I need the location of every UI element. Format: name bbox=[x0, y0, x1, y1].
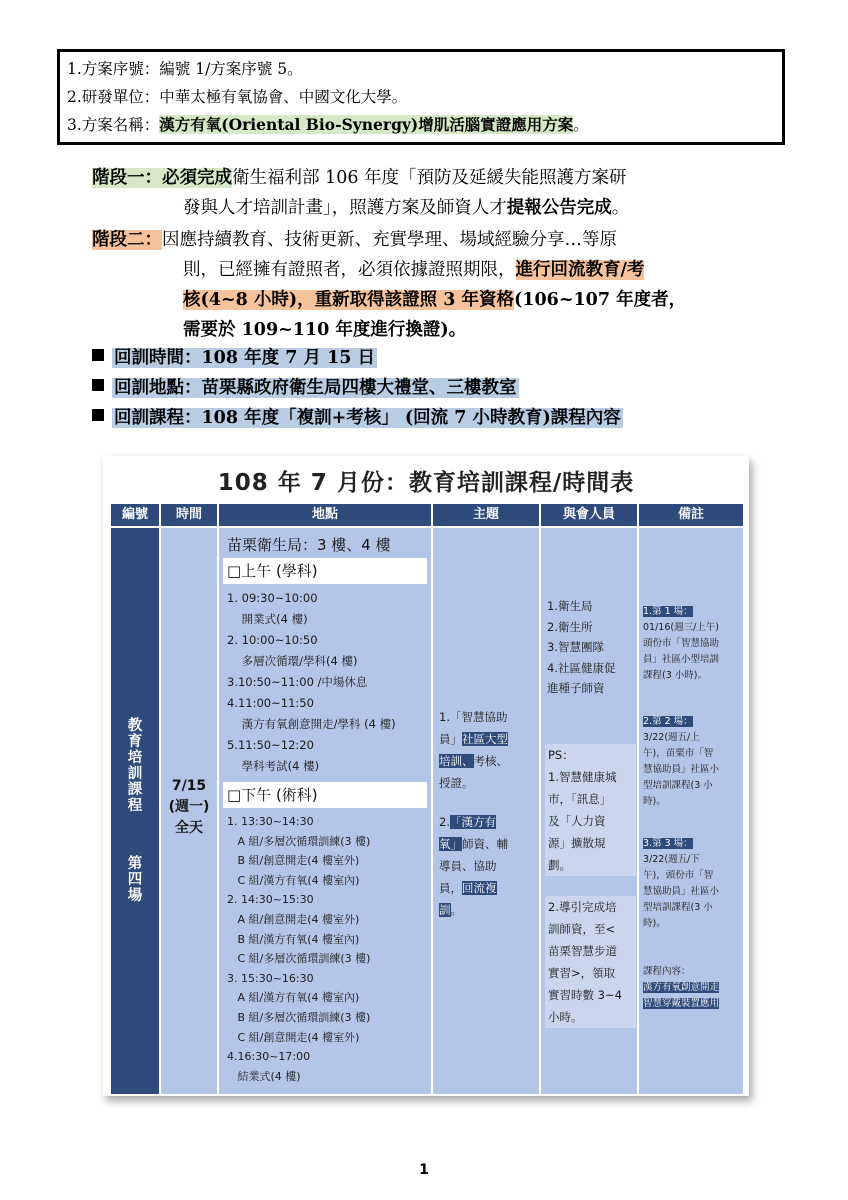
session-number: 第四場 bbox=[127, 856, 143, 904]
afternoon-item: 1. 13:30~14:30 bbox=[227, 815, 314, 828]
morning-item: 開業式(4 樓) bbox=[227, 612, 308, 626]
header-notes: 備註 bbox=[639, 504, 743, 526]
note-line: 員」社區小型培訓 bbox=[643, 654, 720, 665]
guide-line: 訓師資，至< bbox=[548, 922, 616, 936]
morning-item: 4.11:00~11:50 bbox=[227, 696, 314, 710]
ps-line: 源」擴散規 bbox=[548, 836, 606, 850]
afternoon-item: C 組/漢方有氧(4 樓室內) bbox=[227, 873, 360, 887]
morning-item: 2. 10:00~10:50 bbox=[227, 633, 318, 647]
ps-line: 及「人力資 bbox=[548, 814, 606, 828]
guide-line: 實習時數 3~4 bbox=[548, 988, 622, 1002]
square-bullet-icon bbox=[92, 409, 104, 421]
attendee-item: 4.社區健康促 bbox=[547, 660, 616, 675]
ps-line: 市，「訊息」 bbox=[548, 792, 612, 806]
morning-label: □上午 (學科) bbox=[223, 558, 427, 584]
ps-note bbox=[545, 744, 636, 876]
afternoon-item: 4.16:30~17:00 bbox=[227, 1050, 311, 1064]
note-session-1: 1.第 1 場： 01/16(週三/上午) 頭份市「智慧協助 員」社區小型培訓 課程(3 小時)。 bbox=[643, 604, 719, 684]
guide-note bbox=[545, 896, 636, 1028]
bullet-time: 回訓時間：108 年度 7 月 15 日 bbox=[92, 343, 377, 373]
page-number: 1 bbox=[419, 1162, 429, 1178]
stage-two-line2: 則，已經擁有證照者，必須依據證照期限，進行回流教育/考 bbox=[183, 260, 645, 280]
stage-two-line3: 核(4~8 小時)，重新取得該證照 3 年資格(106~107 年度者， bbox=[183, 290, 687, 310]
header-number: 編號 bbox=[111, 504, 159, 526]
session-column bbox=[111, 528, 159, 1094]
note-line: 時)。 bbox=[643, 796, 666, 807]
note-session-2: 2.第 2 場： 3/22(週五/上 午)，苗栗市「智 慧協助員」社區小 型培訓課程(3 小 時)。 bbox=[643, 714, 719, 810]
time-day: (週一) bbox=[168, 799, 210, 815]
time-full: 全天 bbox=[175, 820, 203, 836]
ps-line: PS： bbox=[548, 748, 574, 762]
afternoon-item: 3. 15:30~16:30 bbox=[227, 971, 314, 985]
square-bullet-icon bbox=[92, 349, 104, 361]
morning-item: 1. 09:30~10:00 bbox=[227, 591, 318, 605]
guide-line: 小時。 bbox=[548, 1010, 583, 1024]
note-line: 01/16(週三/上午) bbox=[643, 622, 719, 633]
attendees-column bbox=[541, 528, 637, 1094]
note-line: 型培訓課程(3 小 bbox=[643, 780, 713, 791]
project-name-line: 3.方案名稱：漢方有氧(Oriental Bio-Synergy)增肌活腦實證應用方案。 bbox=[67, 115, 589, 134]
notes-column bbox=[639, 528, 743, 1094]
note-line: 慧協助員」社區小 bbox=[643, 764, 720, 775]
developer-units: 2.研發單位：中華太極有氧協會、中國文化大學。 bbox=[67, 88, 408, 106]
afternoon-schedule bbox=[227, 812, 370, 1086]
header-theme: 主題 bbox=[433, 504, 539, 526]
attendee-item: 2.衛生所 bbox=[547, 619, 593, 634]
header-attendees: 與會人員 bbox=[541, 504, 637, 526]
morning-item: 多層次循環/學科(4 樓) bbox=[227, 654, 358, 668]
bullet-course: 回訓課程：108 年度「複訓+考核」 (回流 7 小時教育)課程內容 bbox=[92, 403, 623, 433]
afternoon-item: A 組/漢方有氧(4 樓室內) bbox=[227, 991, 360, 1005]
time-column bbox=[161, 528, 217, 1094]
header-time: 時間 bbox=[161, 504, 217, 526]
session-label: 教育培訓課程 bbox=[127, 718, 143, 814]
morning-item: 學科考試(4 樓) bbox=[227, 759, 320, 773]
afternoon-item: B 組/多層次循環訓練(3 樓) bbox=[227, 1010, 371, 1024]
afternoon-label: □下午 (術科) bbox=[223, 782, 427, 808]
project-number: 1.方案序號：編號 1/方案序號 5。 bbox=[67, 60, 303, 78]
note-line: 頭份市「智慧協助 bbox=[643, 638, 720, 649]
bullet-location: 回訓地點：苗栗縣政府衛生局四樓大禮堂、三樓教室 bbox=[92, 373, 519, 403]
stage-one: 階段一：必須完成衛生福利部 106 年度「預防及延緩失能照護方案研 bbox=[92, 168, 627, 188]
project-name: 漢方有氧(Oriental Bio-Synergy)增肌活腦實證應用方案 bbox=[159, 115, 574, 134]
attendee-item: 1.衛生局 bbox=[547, 599, 593, 613]
morning-item: 5.11:50~12:20 bbox=[227, 738, 314, 752]
project-info-box bbox=[57, 49, 785, 145]
afternoon-item: 結業式(4 樓) bbox=[227, 1069, 301, 1083]
content-line: 智慧穿戴裝置應用 bbox=[643, 998, 720, 1009]
afternoon-item: A 組/多層次循環訓練(3 樓) bbox=[227, 834, 371, 848]
timetable-title: 108 年 7 月份：教育培訓課程/時間表 bbox=[217, 470, 635, 496]
attendee-item: 進種子師資 bbox=[547, 681, 605, 695]
note-line: 慧協助員」社區小 bbox=[643, 886, 720, 897]
guide-line: 實習>，領取 bbox=[548, 966, 616, 980]
guide-line: 苗栗智慧步道 bbox=[548, 944, 617, 958]
header-location: 地點 bbox=[219, 504, 431, 526]
note-content: 課程內容： 漢方有氧創意開走 智慧穿戴裝置應用 bbox=[643, 964, 719, 1012]
ps-line: 劃。 bbox=[548, 858, 571, 872]
afternoon-item: C 組/多層次循環訓練(3 樓) bbox=[227, 952, 371, 966]
note-line: 午)，頭份市「智 bbox=[643, 870, 714, 881]
square-bullet-icon bbox=[92, 379, 104, 391]
theme-column bbox=[433, 528, 539, 1094]
content-line: 漢方有氧創意開走 bbox=[643, 982, 720, 993]
guide-line: 2.導引完成培 bbox=[548, 900, 617, 914]
stage-two: 階段二：因應持續教育、技術更新、充實學理、場域經驗分享…等原 bbox=[92, 230, 617, 250]
ps-line: 1.智慧健康城 bbox=[548, 770, 617, 784]
afternoon-item: 2. 14:30~15:30 bbox=[227, 893, 314, 907]
afternoon-item: B 組/創意開走(4 樓室外) bbox=[227, 854, 360, 868]
stage-two-label: 階段二： bbox=[92, 230, 162, 250]
theme-two: 2.「漢方有 氧」師資、輔 導員、協助 員，回流複 訓。 bbox=[439, 815, 508, 917]
timetable bbox=[103, 456, 749, 1096]
location-column bbox=[219, 528, 431, 1094]
note-line: 課程(3 小時)。 bbox=[643, 670, 707, 681]
morning-item: 3.10:50~11:00 /中場休息 bbox=[227, 675, 368, 689]
note-line: 午)，苗栗市「智 bbox=[643, 748, 714, 759]
afternoon-item: C 組/創意開走(4 樓室外) bbox=[227, 1030, 360, 1044]
location-title: 苗栗衛生局：3 樓、4 樓 bbox=[227, 536, 391, 554]
attendee-item: 3.智慧團隊 bbox=[547, 640, 604, 654]
note-line: 3/22(週五/上 bbox=[643, 732, 700, 743]
stage-one-label: 階段一： bbox=[92, 168, 162, 188]
theme-one: 1.「智慧協助 員」社區大型 培訓、考核、 授證。 bbox=[439, 710, 508, 790]
morning-schedule bbox=[227, 588, 396, 777]
time-date: 7/15 bbox=[171, 778, 207, 794]
morning-item: 漢方有氧創意開走/學科 (4 樓) bbox=[227, 717, 396, 731]
note-session-3: 3.第 3 場： 3/22(週五/下 午)，頭份市「智 慧協助員」社區小 型培訓課程(3 小 時)。 bbox=[643, 836, 719, 932]
note-line: 3/22(週五/下 bbox=[643, 854, 700, 865]
afternoon-item: A 組/創意開走(4 樓室外) bbox=[227, 912, 360, 926]
note-line: 型培訓課程(3 小 bbox=[643, 902, 713, 913]
note-line: 時)。 bbox=[643, 918, 666, 929]
attendee-list bbox=[547, 596, 615, 699]
afternoon-item: B 組/漢方有氧(4 樓室內) bbox=[227, 932, 360, 946]
stage-one-line2: 發與人才培訓計畫」，照護方案及師資人才提報公告完成。 bbox=[183, 198, 630, 218]
stage-two-line4: 需要於 109~110 年度進行換證)。 bbox=[183, 320, 467, 340]
